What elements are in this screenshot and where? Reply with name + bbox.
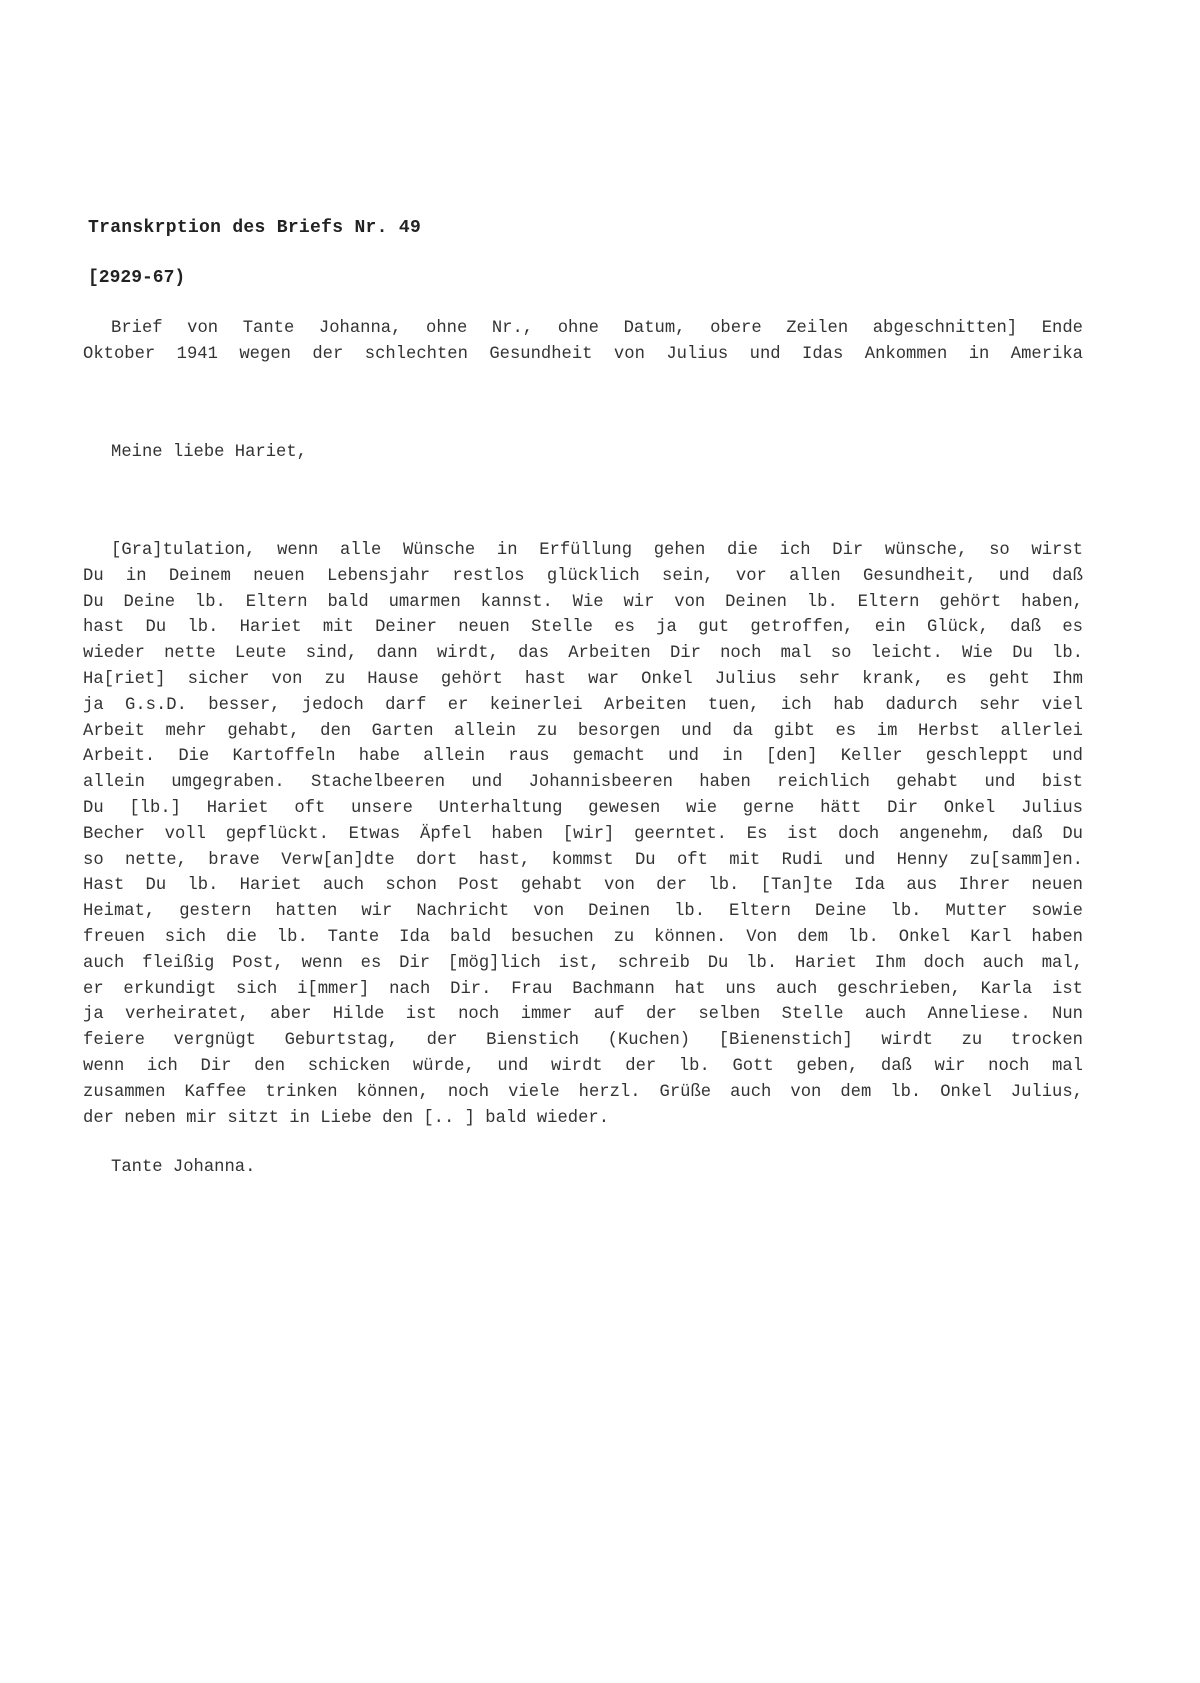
body-line: Du [lb.] Hariet oft unsere Unterhaltung gewesen wie gerne hätt Dir Onkel Julius bbox=[83, 798, 1083, 818]
signature: Tante Johanna. bbox=[111, 1158, 256, 1177]
body-line: Arbeit. Die Kartoffeln habe allein raus gemacht und in [den] Keller geschleppt und bbox=[83, 747, 1083, 767]
body-line: wieder nette Leute sind, dann wirdt, das Arbeiten Dir noch mal so leicht. Wie Du lb. bbox=[83, 644, 1083, 664]
body-line: so nette, brave Verw[an]dte dort hast, kommst Du oft mit Rudi und Henny zu[samm]en. bbox=[83, 850, 1083, 870]
intro-line: Oktober 1941 wegen der schlechten Gesundheit von Julius und Idas Ankommen in Amerika bbox=[83, 344, 1083, 364]
body-line: zusammen Kaffee trinken können, noch viele herzl. Grüße auch von dem lb. Onkel Julius, bbox=[83, 1082, 1083, 1102]
letter-body bbox=[83, 538, 1083, 1131]
body-line: allein umgegraben. Stachelbeeren und Johannisbeeren haben reichlich gehabt und bist bbox=[83, 773, 1083, 793]
body-line: hast Du lb. Hariet mit Deiner neuen Stelle es ja gut getroffen, ein Glück, daß es bbox=[83, 618, 1083, 638]
archive-reference: [2929-67) bbox=[88, 268, 186, 288]
body-line: [Gra]tulation, wenn alle Wünsche in Erfüllung gehen die ich Dir wünsche, so wirst bbox=[111, 541, 1083, 560]
body-line: Du in Deinem neuen Lebensjahr restlos glücklich sein, vor allen Gesundheit, und daß bbox=[83, 566, 1083, 586]
salutation: Meine liebe Hariet, bbox=[111, 443, 307, 462]
body-line: Heimat, gestern hatten wir Nachricht von Deinen lb. Eltern Deine lb. Mutter sowie bbox=[83, 902, 1083, 922]
body-line: ja verheiratet, aber Hilde ist noch immer auf der selben Stelle auch Anneliese. Nun bbox=[83, 1005, 1083, 1025]
intro-paragraph bbox=[83, 316, 1083, 368]
body-line: er erkundigt sich i[mmer] nach Dir. Frau Bachmann hat uns auch geschrieben, Karla ist bbox=[83, 979, 1083, 999]
body-line: freuen sich die lb. Tante Ida bald besuchen zu können. Von dem lb. Onkel Karl haben bbox=[83, 927, 1083, 947]
document-title: Transkrption des Briefs Nr. 49 bbox=[88, 218, 422, 238]
body-line: Becher voll gepflückt. Etwas Äpfel haben [wir] geerntet. Es ist doch angenehm, daß Du bbox=[83, 824, 1083, 844]
body-line: ja G.s.D. besser, jedoch darf er keinerlei Arbeiten tuen, ich hab dadurch sehr viel bbox=[83, 695, 1083, 715]
body-line: Arbeit mehr gehabt, den Garten allein zu besorgen und da gibt es im Herbst allerlei bbox=[83, 721, 1083, 741]
body-line: Hast Du lb. Hariet auch schon Post gehabt von der lb. [Tan]te Ida aus Ihrer neuen bbox=[83, 876, 1083, 896]
body-line: Ha[riet] sicher von zu Hause gehört hast war Onkel Julius sehr krank, es geht Ihm bbox=[83, 669, 1083, 689]
body-line: der neben mir sitzt in Liebe den [.. ] bald wieder. bbox=[83, 1108, 610, 1128]
intro-line: Brief von Tante Johanna, ohne Nr., ohne Datum, obere Zeilen abgeschnitten] Ende bbox=[111, 319, 1083, 338]
body-line: wenn ich Dir den schicken würde, und wirdt der lb. Gott geben, daß wir noch mal bbox=[83, 1056, 1083, 1076]
body-line: auch fleißig Post, wenn es Dir [mög]lich ist, schreib Du lb. Hariet Ihm doch auch mal, bbox=[83, 953, 1083, 973]
body-line: Du Deine lb. Eltern bald umarmen kannst. Wie wir von Deinen lb. Eltern gehört haben, bbox=[83, 592, 1083, 612]
body-line: feiere vergnügt Geburtstag, der Bienstich (Kuchen) [Bienenstich] wirdt zu trocken bbox=[83, 1031, 1083, 1051]
